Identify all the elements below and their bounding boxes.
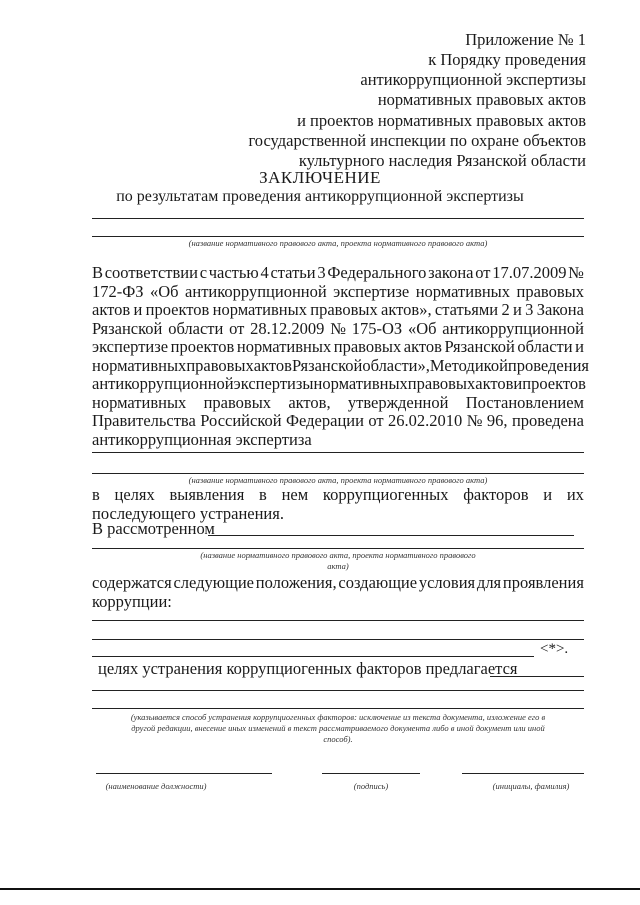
provisions-line: [92, 574, 584, 593]
appendix-line: антикоррупционной экспертизы: [360, 70, 586, 89]
word: факторов: [463, 485, 529, 504]
word: «Об: [407, 318, 437, 338]
word: от: [475, 263, 491, 282]
word: нормативных: [92, 355, 187, 375]
word: нем: [281, 485, 309, 504]
word: 2: [501, 300, 510, 319]
act-name-hint: (название нормативного правового акта, проекта нормативного правового акта): [188, 475, 488, 485]
word: актов: [253, 355, 292, 375]
word: проектов: [145, 300, 210, 319]
word: правовых: [407, 374, 476, 393]
word: проведения: [507, 355, 590, 375]
provisions-line: коррупции:: [92, 591, 172, 611]
word: 26.02.2010: [388, 411, 463, 430]
name-label: (инициалы, фамилия): [492, 781, 570, 791]
word: проведена: [511, 411, 584, 430]
word: 17.07.2009: [492, 263, 567, 282]
method-hint: (указывается способ устранения коррупциогенных факторов: исключение из текста документа, изложение его в: [130, 712, 546, 722]
paragraph-line: [92, 264, 584, 283]
word: правовых: [203, 392, 272, 412]
word: и: [513, 300, 522, 319]
signature-label: (подпись): [353, 781, 389, 791]
word: области: [517, 337, 573, 356]
word: 172-ФЗ: [92, 281, 144, 301]
proposal-line: [92, 690, 584, 691]
word: утвержденной: [347, 392, 449, 412]
purpose-text: [92, 486, 584, 523]
word: создающие: [338, 573, 418, 592]
proposal-line: [490, 676, 584, 677]
paragraph-line: [92, 394, 584, 413]
word: нормативных: [313, 374, 408, 393]
word: экспертизы: [233, 374, 314, 393]
word: №: [568, 263, 584, 282]
word: и: [575, 337, 584, 356]
word: экспертизе: [92, 337, 169, 356]
appendix-line: и проектов нормативных правовых актов: [297, 111, 586, 130]
position-label: (наименование должности): [105, 781, 207, 791]
paragraph-last-line: антикоррупционная экспертиза: [92, 429, 312, 449]
word: Федерального: [327, 263, 427, 282]
provisions-text: [92, 574, 584, 611]
proposal-line: [92, 708, 584, 709]
word: коррупциогенных: [322, 485, 449, 504]
word: Рязанской: [444, 337, 515, 356]
method-hint: способ).: [323, 734, 353, 744]
word: правовых: [333, 337, 402, 356]
reviewed-act-hint: акта): [327, 561, 349, 571]
word: нормативных: [92, 392, 187, 412]
word: №: [330, 318, 346, 338]
appendix-line: нормативных правовых актов: [377, 90, 586, 109]
word: от: [229, 318, 245, 338]
appendix-line: государственной инспекции по охране объектов: [248, 131, 586, 150]
paragraph-line: [92, 338, 584, 357]
word: условия: [418, 573, 476, 592]
word: проектов: [522, 374, 586, 393]
reviewed-act-line: [92, 548, 584, 549]
word: «Об: [150, 281, 179, 301]
act-name-line: [92, 452, 584, 453]
appendix-line: Приложение № 1: [465, 30, 586, 49]
provisions-blank-line: [92, 639, 584, 640]
word: и: [543, 485, 553, 504]
signature-line: [322, 773, 420, 774]
reviewed-label: В рассмотренном: [92, 519, 215, 538]
footnote-marker: <*>.: [540, 641, 569, 657]
paragraph-line: [92, 283, 584, 302]
word: области: [168, 318, 224, 338]
act-name-line: [92, 473, 584, 474]
word: их: [566, 485, 584, 504]
word: закона: [428, 263, 474, 282]
word: следующие: [173, 573, 254, 592]
word: актов: [92, 300, 131, 319]
appendix-line: культурного наследия Рязанской области: [298, 151, 586, 170]
name-line: [462, 773, 584, 774]
paragraph-line: [92, 320, 584, 339]
purpose-line: последующего устранения.: [92, 503, 284, 523]
word: проектов: [170, 337, 235, 356]
word: актов: [403, 337, 442, 356]
word: нормативных: [236, 337, 332, 356]
word: целях: [114, 485, 155, 504]
word: содержатся: [92, 573, 172, 592]
reviewed-act-hint: (название нормативного правового акта, проекта нормативного правового: [200, 550, 476, 560]
word: Рязанской: [291, 355, 363, 375]
act-name-line: [92, 236, 584, 237]
word: актов: [475, 374, 514, 393]
paragraph-line: [92, 375, 584, 394]
word: положения,: [255, 573, 337, 592]
provisions-blank-line: [92, 656, 534, 657]
word: Рязанской: [92, 318, 163, 338]
method-hint: другой редакции, внесение иных изменений в текст рассматриваемого документа либо в иной документ или иной: [131, 723, 545, 733]
word: правовых: [186, 355, 254, 375]
word: статьи: [270, 263, 316, 282]
scan-edge: [0, 888, 640, 890]
word: в: [92, 485, 100, 504]
word: проявления: [502, 573, 584, 592]
word: нормативных: [415, 281, 511, 301]
word: антикоррупционной: [185, 281, 327, 301]
word: экспертизе: [333, 281, 410, 301]
word: частью: [208, 263, 259, 282]
word: 28.12.2009: [250, 318, 325, 338]
word: выявления: [169, 485, 245, 504]
word: Методикой: [429, 355, 508, 375]
word: с: [199, 263, 208, 282]
word: Закона: [536, 300, 584, 319]
word: В: [92, 263, 104, 282]
word: Российской: [200, 411, 282, 430]
purpose-line: [92, 486, 584, 505]
act-name-hint: (название нормативного правового акта, проекта нормативного правового акта): [188, 238, 488, 248]
provisions-blank-line: [92, 620, 584, 621]
paragraph-line: [92, 301, 584, 320]
word: правовых: [516, 281, 584, 301]
word: 4: [260, 263, 269, 282]
word: №: [466, 411, 483, 430]
word: и: [133, 300, 143, 319]
word: от: [368, 411, 384, 430]
word: и: [513, 374, 523, 393]
word: для: [476, 573, 502, 592]
reviewed-act-line: [208, 535, 574, 536]
word: 96,: [486, 411, 508, 430]
paragraph-line: [92, 355, 590, 376]
word: Постановлением: [465, 392, 584, 412]
word: актов,: [288, 392, 331, 412]
appendix-line: к Порядку проведения: [428, 50, 586, 69]
word: правовых: [310, 300, 378, 319]
word: в: [259, 485, 267, 504]
document-title: ЗАКЛЮЧЕНИЕ: [259, 168, 381, 187]
word: 3: [525, 300, 534, 319]
word: нормативных: [212, 300, 307, 319]
document-subtitle: по результатам проведения антикоррупционной экспертизы: [116, 188, 524, 205]
word: области»,: [362, 355, 430, 375]
word: статьями: [434, 300, 499, 319]
word: антикоррупционной: [442, 318, 584, 338]
paragraph-line: [92, 412, 584, 431]
word: 3: [317, 263, 326, 282]
word: соответствии: [104, 263, 198, 282]
word: антикоррупционной: [92, 374, 234, 393]
paragraph-legal-basis: [92, 263, 590, 449]
word: Правительства: [92, 411, 196, 430]
word: 175-ОЗ: [351, 318, 403, 338]
word: Федерации: [286, 411, 364, 430]
act-name-line: [92, 218, 584, 219]
word: актов»,: [381, 300, 432, 319]
position-line: [96, 773, 272, 774]
proposal-text: целях устранения коррупциогенных факторов предлагается: [98, 659, 518, 678]
